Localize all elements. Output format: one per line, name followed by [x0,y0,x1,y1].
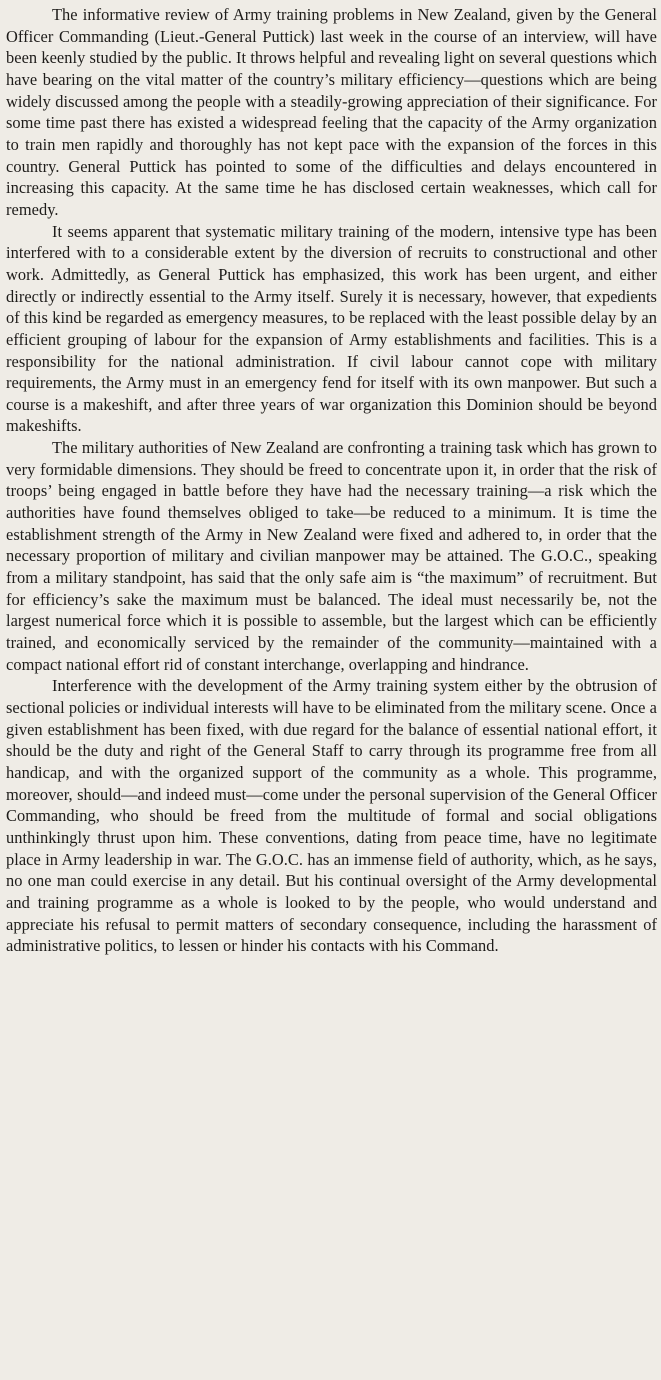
article-paragraph-4: Interference with the development of the Army training system either by the obtrusion of sectional policies or individual interests will have to be eliminated from the military scene. Once a given establishment has been fixed, with due regard for the balance of essential national effort, it should be the duty and right of the General Staff to carry through its programme free from all handicap, and with the organized support of the community as a whole. This programme, moreover, should—and indeed must—come under the personal supervision of the General Officer Commanding, who should be freed from the multitude of formal and social obligations unthinkingly thrust upon him. These conventions, dating from peace time, have no legitimate place in Army leadership in war. The G.O.C. has an immense field of authority, which, as he says, no one man could exercise in any detail. But his continual oversight of the Army developmental and training programme as a whole is looked to by the people, who would understand and appreciate his refusal to permit matters of secondary consequence, including the harassment of administrative politics, to lessen or hinder his contacts with his Command. [6,676,657,956]
editorial-article [6,4,657,957]
article-paragraph-3: The military authorities of New Zealand are confronting a training task which has grown to very formidable dimensions. They should be freed to concentrate upon it, in order that the risk of troops’ being engaged in battle before they have had the necessary training—a risk which the authorities have found themselves obliged to take—be reduced to a minimum. It is time the establishment strength of the Army in New Zealand were fixed and adhered to, in order that the necessary proportion of military and civilian manpower may be attained. The G.O.C., speaking from a military standpoint, has said that the only safe aim is “the maximum” of recruitment. But for efficiency’s sake the maximum must be balanced. The ideal must necessarily be, not the largest numerical force which it is possible to assemble, but the largest which can be efficiently trained, and economically serviced by the remainder of the community—maintained with a compact national effort rid of constant interchange, overlapping and hindrance. [6,438,657,674]
article-paragraph-2: It seems apparent that systematic military training of the modern, intensive type has been interfered with to a considerable extent by the diversion of recruits to constructional and other work. Admittedly, as General Puttick has emphasized, this work has been urgent, and either directly or indirectly essential to the Army itself. Surely it is necessary, however, that expedients of this kind be regarded as emergency measures, to be replaced with the least possible delay by an efficient grouping of labour for the expansion of Army establishments and facilities. This is a responsibility for the national administration. If civil labour cannot cope with military requirements, the Army must in an emergency fend for itself with its own manpower. But such a course is a makeshift, and after three years of war organization this Dominion should be beyond makeshifts. [6,221,657,436]
article-paragraph-1: The informative review of Army training problems in New Zealand, given by the General Officer Commanding (Lieut.-General Puttick) last week in the course of an interview, will have been keenly studied by the public. It throws helpful and revealing light on several questions which have bearing on the vital matter of the country’s military efficiency—questions which are being widely discussed among the people with a steadily-growing appreciation of their significance. For some time past there has existed a widespread feeling that the capacity of the Army organization to train men rapidly and thoroughly has not kept pace with the expansion of the forces in this country. General Puttick has pointed to some of the difficulties and delays encountered in increasing this capacity. At the same time he has disclosed certain weaknesses, which call for remedy. [6,5,657,219]
